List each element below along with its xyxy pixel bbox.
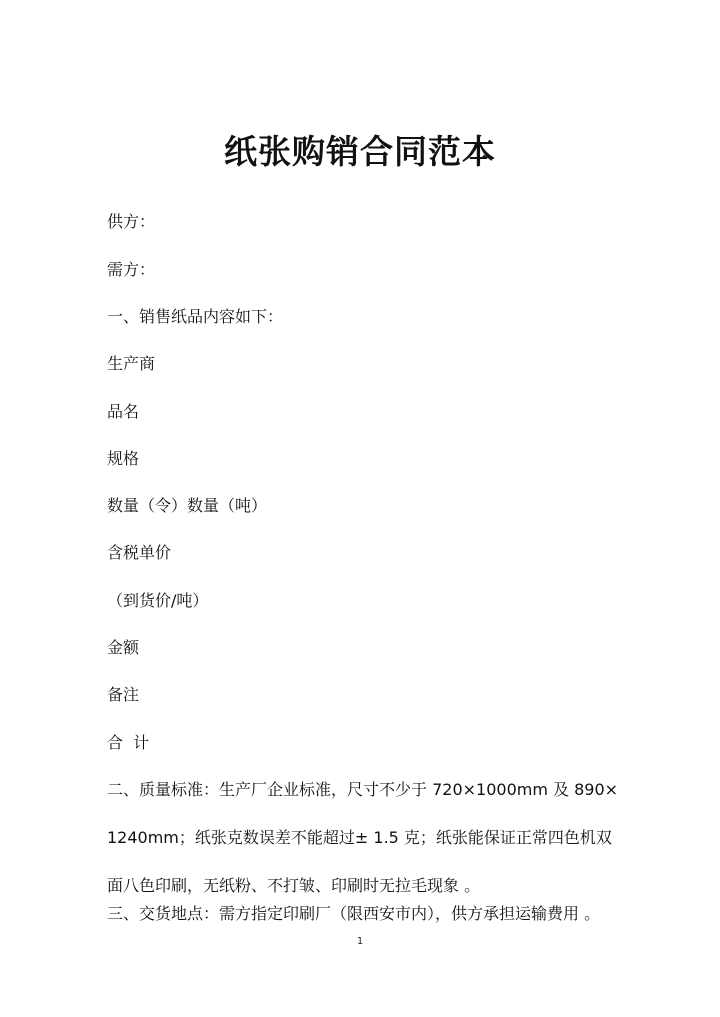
- field-manufacturer: 生产商: [107, 354, 156, 373]
- field-total: 合 计: [107, 733, 150, 752]
- buyer-label: 需方：: [107, 260, 156, 279]
- field-specification: 规格: [107, 449, 140, 468]
- section2-line-3: 面八色印刷，无纸粉、不打皱、印刷时无拉毛现象 。: [107, 876, 481, 895]
- field-quantity: 数量（令）数量（吨）: [107, 496, 268, 515]
- section2-line-2: 1240mm；纸张克数误差不能超过± 1.5 克；纸张能保证正常四色机双: [107, 828, 612, 847]
- page-number: 1: [356, 936, 364, 947]
- field-product-name: 品名: [107, 402, 140, 421]
- document-title: 纸张购销合同范本: [224, 132, 496, 171]
- field-unit-price: 含税单价: [107, 543, 172, 562]
- section2-paragraph: [107, 766, 627, 910]
- field-amount: 金额: [107, 638, 140, 657]
- supplier-label: 供方：: [107, 212, 156, 231]
- field-price-note: （到货价/吨）: [107, 591, 209, 610]
- section1-heading: 一、销售纸品内容如下：: [107, 307, 284, 326]
- section3-paragraph: 三、交货地点：需方指定印刷厂（限西安市内），供方承担运输费用 。: [107, 904, 601, 923]
- section2-line-1: 二、质量标准：生产厂企业标准，尺寸不少于 720×1000mm 及 890×: [107, 780, 619, 799]
- field-remarks: 备注: [107, 685, 140, 704]
